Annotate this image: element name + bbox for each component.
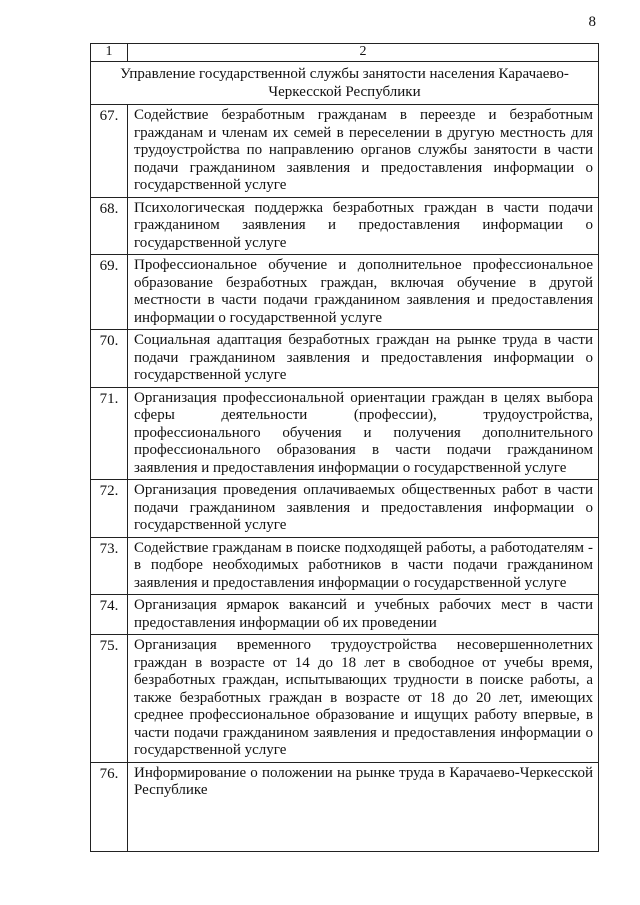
column-header-1: 1 xyxy=(91,44,128,62)
row-number: 71. xyxy=(91,387,128,480)
row-number: 68. xyxy=(91,197,128,255)
table-row xyxy=(91,595,599,635)
row-text: Организация проведения оплачиваемых общественных работ в части подачи гражданином заявления и предоставления информации о государственной услуге xyxy=(128,480,599,538)
table-row xyxy=(91,105,599,198)
row-text: Информирование о положении на рынке труда в Карачаево-Черкесской Республике xyxy=(128,762,599,851)
row-number: 73. xyxy=(91,537,128,595)
table-header-row xyxy=(91,44,599,62)
table-row xyxy=(91,635,599,763)
row-number: 69. xyxy=(91,255,128,330)
table-row xyxy=(91,387,599,480)
row-text: Профессиональное обучение и дополнительное профессиональное образование безработных граждан, включая обучение в другой местности в части подачи гражданином заявления и предоставления информации о государственной услуге xyxy=(128,255,599,330)
row-text: Организация ярмарок вакансий и учебных рабочих мест в части предоставления информации об их проведении xyxy=(128,595,599,635)
row-number: 72. xyxy=(91,480,128,538)
page-number: 8 xyxy=(588,14,596,30)
row-number: 76. xyxy=(91,762,128,851)
table-row xyxy=(91,255,599,330)
row-text: Содействие безработным гражданам в переезде и безработным гражданам и членам их семей в переселении в другую местность для трудоустройства по направлению органов службы занятости в части подачи гражданином заявления и предоставления информации о государственной услуге xyxy=(128,105,599,198)
section-title: Управление государственной службы занятости населения Карачаево-Черкесской Республики xyxy=(91,62,599,105)
services-table xyxy=(90,43,599,852)
table-row xyxy=(91,537,599,595)
row-text: Организация профессиональной ориентации граждан в целях выбора сферы деятельности (профессии), трудоустройства, профессионального обучения и получения дополнительного профессионального образования в части подачи гражданином заявления и предоставления информации о государственной услуге xyxy=(128,387,599,480)
row-text: Социальная адаптация безработных граждан на рынке труда в части подачи гражданином заявления и предоставления информации о государственной услуге xyxy=(128,330,599,388)
table-row xyxy=(91,330,599,388)
section-row xyxy=(91,62,599,105)
row-number: 74. xyxy=(91,595,128,635)
row-number: 75. xyxy=(91,635,128,763)
column-header-2: 2 xyxy=(128,44,599,62)
row-number: 67. xyxy=(91,105,128,198)
row-text: Психологическая поддержка безработных граждан в части подачи гражданином заявления и предоставления информации о государственной услуге xyxy=(128,197,599,255)
row-text: Организация временного трудоустройства несовершеннолетних граждан в возрасте от 14 до 18 лет в свободное от учебы время, безработных граждан, испытывающих трудности в поиске работы, а также безработных граждан в возрасте от 18 до 20 лет, имеющих среднее профессиональное образование и ищущих работу впервые, в части подачи гражданином заявления и предоставления информации о государственной услуге xyxy=(128,635,599,763)
row-number: 70. xyxy=(91,330,128,388)
table-row xyxy=(91,197,599,255)
table-row xyxy=(91,762,599,851)
row-text: Содействие гражданам в поиске подходящей работы, а работодателям - в подборе необходимых работников в части подачи гражданином заявления и предоставления информации о государственной услуге xyxy=(128,537,599,595)
table-row xyxy=(91,480,599,538)
